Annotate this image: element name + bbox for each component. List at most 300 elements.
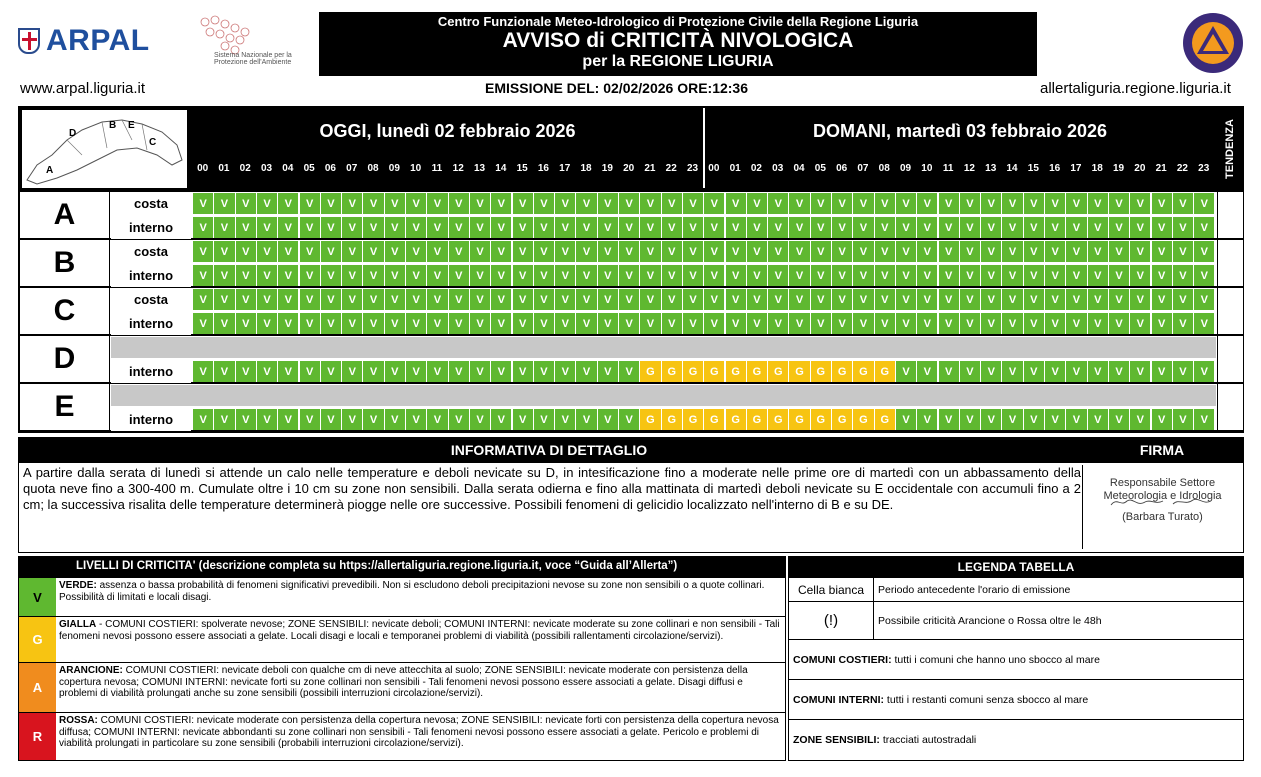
- criticity-cell: V: [1002, 265, 1022, 286]
- criticity-cell: G: [768, 361, 788, 382]
- criticity-cell: V: [1152, 409, 1172, 430]
- criticity-cell: V: [917, 265, 937, 286]
- criticity-cell: V: [598, 241, 618, 262]
- criticity-cell: V: [811, 265, 831, 286]
- criticity-cell: V: [576, 361, 596, 382]
- criticity-cell: V: [491, 289, 511, 310]
- criticity-cell: V: [321, 241, 341, 262]
- criticity-cell: G: [704, 361, 724, 382]
- emission-datetime: EMISSIONE DEL: 02/02/2026 ORE:12:36: [485, 80, 748, 96]
- criticity-cell: V: [300, 241, 320, 262]
- criticity-cell: V: [917, 313, 937, 334]
- hour-label: 04: [793, 163, 805, 174]
- map-label-a: A: [46, 165, 54, 176]
- criticity-cell: V: [683, 289, 703, 310]
- criticity-cell: V: [193, 265, 213, 286]
- criticity-cell: G: [726, 409, 746, 430]
- criticity-cell: V: [236, 361, 256, 382]
- criticity-cell: V: [981, 313, 1001, 334]
- criticity-cell: V: [768, 313, 788, 334]
- criticity-cell: V: [342, 193, 362, 214]
- criticity-cell: V: [789, 313, 809, 334]
- criticity-cell: V: [406, 409, 426, 430]
- criticity-cell: V: [385, 409, 405, 430]
- arpal-logo: [18, 25, 168, 57]
- criticity-cell: V: [811, 313, 831, 334]
- criticity-cell: V: [1088, 289, 1108, 310]
- criticity-cell: V: [1002, 361, 1022, 382]
- criticity-cell: V: [406, 313, 426, 334]
- criticity-cell: V: [981, 409, 1001, 430]
- criticity-cell: V: [1002, 241, 1022, 262]
- level-swatch: V: [19, 578, 56, 616]
- legend-key-sensibili: ZONE SENSIBILI:: [793, 734, 880, 746]
- criticity-cell: V: [576, 313, 596, 334]
- criticity-cell: V: [896, 217, 916, 238]
- criticity-cell: V: [875, 217, 895, 238]
- criticity-cell: V: [1130, 313, 1150, 334]
- criticity-cell: V: [640, 289, 660, 310]
- legend-val-white-cell: Periodo antecedente l'orario di emissione: [878, 583, 1071, 596]
- criticity-cell: V: [449, 409, 469, 430]
- criticity-cell: V: [342, 409, 362, 430]
- criticity-cell: V: [534, 265, 554, 286]
- tendenza-cell: [1217, 192, 1243, 238]
- criticity-cell: V: [960, 361, 980, 382]
- criticity-cell: V: [704, 241, 724, 262]
- criticity-cell: V: [875, 265, 895, 286]
- subzone-label: interno: [111, 264, 191, 287]
- criticity-cell: V: [1088, 409, 1108, 430]
- criticity-cell: V: [939, 313, 959, 334]
- criticity-cell: V: [662, 313, 682, 334]
- criticity-cell: V: [321, 193, 341, 214]
- info-header: [18, 437, 1244, 463]
- criticity-cell: G: [726, 361, 746, 382]
- header-title-box: [319, 12, 1037, 76]
- criticity-cell: V: [917, 217, 937, 238]
- criticity-cell: V: [470, 289, 490, 310]
- criticity-cell: V: [789, 265, 809, 286]
- criticity-cell: V: [300, 217, 320, 238]
- criticity-cell: V: [939, 361, 959, 382]
- criticity-cell: V: [236, 193, 256, 214]
- criticity-cell: V: [214, 217, 234, 238]
- criticity-cell: V: [1109, 313, 1129, 334]
- levels-title: LIVELLI DI CRITICITA' (descrizione completa su https://allertaliguria.regione.liguria.it, voce “Guida all’Allerta”): [76, 560, 678, 572]
- legend-header: [788, 556, 1244, 578]
- hour-label: 20: [1134, 163, 1146, 174]
- criticity-cell: V: [576, 409, 596, 430]
- criticity-cell: G: [853, 361, 873, 382]
- criticity-cell: V: [1194, 361, 1214, 382]
- criticity-cell: V: [534, 409, 554, 430]
- level-swatch: A: [19, 663, 56, 712]
- criticity-cell: V: [1173, 313, 1193, 334]
- criticity-cell: V: [534, 361, 554, 382]
- criticity-cell: V: [960, 265, 980, 286]
- criticity-cell: V: [683, 241, 703, 262]
- zone-letter-a: A: [20, 192, 110, 238]
- hour-label: 19: [1112, 163, 1125, 174]
- criticity-cell: V: [619, 313, 639, 334]
- criticity-cell: V: [662, 289, 682, 310]
- criticity-cell: V: [363, 193, 383, 214]
- criticity-cell: V: [300, 313, 320, 334]
- criticity-cell: V: [363, 361, 383, 382]
- criticity-cell: V: [1024, 241, 1044, 262]
- criticity-cell: V: [491, 409, 511, 430]
- criticity-cell: V: [1109, 289, 1129, 310]
- criticity-cell: V: [342, 265, 362, 286]
- hour-label: 13: [985, 163, 997, 174]
- criticity-cell: V: [427, 313, 447, 334]
- criticity-cell: V: [321, 265, 341, 286]
- criticity-cell: V: [513, 313, 533, 334]
- criticity-cell: V: [917, 193, 937, 214]
- allerta-website-link[interactable]: allertaliguria.regione.liguria.it: [1040, 80, 1231, 97]
- legend-row-exclamation: [788, 602, 1244, 640]
- criticity-cell: G: [704, 409, 724, 430]
- firma-title: FIRMA: [1139, 442, 1185, 458]
- criticity-cell: V: [1045, 241, 1065, 262]
- subzone-label: costa: [111, 192, 191, 215]
- hour-label: 09: [388, 163, 400, 174]
- level-description: [59, 665, 781, 700]
- criticity-cell: V: [832, 289, 852, 310]
- criticity-cell: V: [1066, 409, 1086, 430]
- criticity-cell: V: [1152, 313, 1172, 334]
- level-name: ROSSA:: [59, 715, 98, 726]
- hour-label: 08: [367, 163, 379, 174]
- level-desc-text: COMUNI COSTIERI: nevicate moderate con persistenza della copertura nevosa; ZONE SENSIBILI: nevicate forti con persistenza della copertura nevosa diffusa; COMUNI INTERNI: nevicate abbondanti su zone collinari non sensibili - Tali fenomeni nevosi possono essere associati a gelate. Pericolo e problemi di viabilità prolungati in particolare su zone sensibili (probabili interruzioni circolazione/servizi).: [59, 715, 779, 749]
- criticity-cell: V: [1109, 409, 1129, 430]
- criticity-cell: V: [385, 241, 405, 262]
- criticity-cell: V: [1194, 241, 1214, 262]
- hour-label: 17: [559, 163, 571, 174]
- hour-label: 10: [921, 163, 933, 174]
- hour-label: 23: [686, 163, 699, 174]
- snpa-logo-text: Sistema Nazionale per la Protezione dell'Ambiente: [214, 52, 292, 66]
- level-row-g: [18, 617, 786, 663]
- hour-label: 10: [410, 163, 422, 174]
- criticity-cell: G: [747, 361, 767, 382]
- criticity-cell: V: [257, 313, 277, 334]
- criticity-cell: V: [619, 193, 639, 214]
- criticity-cell: V: [939, 409, 959, 430]
- criticity-cell: V: [321, 313, 341, 334]
- criticity-cell: V: [726, 265, 746, 286]
- criticity-cell: V: [300, 193, 320, 214]
- criticity-cell: V: [853, 265, 873, 286]
- criticity-cell: V: [193, 193, 213, 214]
- zone-letter-d: D: [20, 336, 110, 382]
- criticity-cell: V: [1066, 313, 1086, 334]
- criticity-cell: G: [832, 409, 852, 430]
- criticity-cell: V: [1173, 289, 1193, 310]
- legend-val-interni: tutti i restanti comuni senza sbocco al mare: [884, 693, 1089, 706]
- criticity-cell: V: [662, 193, 682, 214]
- criticity-cell: V: [300, 289, 320, 310]
- firma-role2: Meteorologia e Idrologia: [1103, 490, 1222, 502]
- hour-label: 00: [197, 163, 209, 174]
- criticity-cell: V: [1173, 241, 1193, 262]
- criticity-cell: V: [427, 241, 447, 262]
- criticity-cell: V: [598, 409, 618, 430]
- criticity-cell: V: [747, 193, 767, 214]
- criticity-cell: G: [640, 409, 660, 430]
- criticity-cell: V: [449, 289, 469, 310]
- criticity-cell: V: [832, 217, 852, 238]
- hour-label: 20: [623, 163, 635, 174]
- criticity-cell: V: [598, 289, 618, 310]
- criticity-cell: V: [1066, 193, 1086, 214]
- criticity-cell: V: [300, 361, 320, 382]
- criticity-cell: V: [513, 241, 533, 262]
- criticity-cell: V: [1194, 409, 1214, 430]
- criticity-cell: V: [896, 289, 916, 310]
- criticity-cell: V: [257, 217, 277, 238]
- criticity-cell: V: [896, 241, 916, 262]
- criticity-cell: V: [257, 409, 277, 430]
- criticity-cell: V: [1173, 217, 1193, 238]
- criticity-cell: V: [470, 217, 490, 238]
- criticity-cell: V: [534, 289, 554, 310]
- criticity-cell: V: [406, 241, 426, 262]
- criticity-cell: V: [214, 193, 234, 214]
- criticity-cell: V: [917, 241, 937, 262]
- level-name: VERDE:: [59, 580, 97, 591]
- criticity-cell: V: [1024, 217, 1044, 238]
- criticity-cell: V: [576, 265, 596, 286]
- criticity-cell: V: [342, 289, 362, 310]
- criticity-cell: V: [576, 217, 596, 238]
- level-swatch: R: [19, 713, 56, 760]
- criticity-cell: V: [300, 409, 320, 430]
- criticity-cell: V: [321, 217, 341, 238]
- subzone-label: interno: [111, 312, 191, 335]
- criticity-cell: V: [1130, 217, 1150, 238]
- criticity-cell: V: [683, 313, 703, 334]
- criticity-cell: V: [960, 193, 980, 214]
- criticity-cell: V: [300, 265, 320, 286]
- criticity-cell: V: [726, 289, 746, 310]
- info-body: [18, 463, 1244, 553]
- criticity-cell: V: [704, 193, 724, 214]
- criticity-cell: V: [981, 241, 1001, 262]
- criticity-cell: V: [214, 409, 234, 430]
- criticity-cell: V: [236, 289, 256, 310]
- criticity-cell: V: [1045, 265, 1065, 286]
- zones-map: [20, 108, 189, 190]
- criticity-cell: V: [363, 265, 383, 286]
- criticity-cell: V: [1152, 361, 1172, 382]
- criticity-cell: V: [427, 217, 447, 238]
- hour-label: 22: [1176, 163, 1188, 174]
- tendenza-cell: [1217, 288, 1243, 334]
- criticity-cell: V: [640, 193, 660, 214]
- criticity-cell: V: [1002, 217, 1022, 238]
- hour-label: 00: [708, 163, 720, 174]
- criticity-cell: V: [427, 265, 447, 286]
- legend-key-white-cell: Cella bianca: [789, 578, 874, 601]
- criticity-cell: V: [491, 361, 511, 382]
- hour-label: 02: [239, 163, 251, 174]
- criticity-cell: V: [768, 289, 788, 310]
- criticity-cell: V: [406, 361, 426, 382]
- criticity-cell: V: [1130, 241, 1150, 262]
- signature-box: [1082, 465, 1242, 549]
- hour-label: 16: [537, 163, 549, 174]
- criticity-cell: G: [789, 361, 809, 382]
- hour-label: 06: [324, 163, 336, 174]
- criticity-cell: V: [555, 361, 575, 382]
- hour-label: 01: [729, 163, 741, 174]
- criticity-cell: V: [832, 241, 852, 262]
- level-desc-text: - COMUNI COSTIERI: spolverate nevose; ZONE SENSIBILI: nevicate deboli; COMUNI INTERNI: nevicate moderate su zone collinari e non sensibili - Tali fenomeni nevosi possono essere associati a gelate. Locali disagi e locali e temporanei problemi di viabilità (possibili rallentamenti circolazione/servizi).: [59, 619, 780, 642]
- tendenza-label: TENDENZA: [1224, 119, 1237, 179]
- criticity-cell: G: [789, 409, 809, 430]
- criticity-cell: V: [1066, 361, 1086, 382]
- criticity-cell: V: [193, 217, 213, 238]
- legend-row-costieri: [788, 640, 1244, 680]
- hour-label: 07: [857, 163, 869, 174]
- criticity-cell: V: [981, 265, 1001, 286]
- criticity-cell: V: [1109, 217, 1129, 238]
- criticity-cell: V: [1045, 409, 1065, 430]
- criticity-cell: V: [598, 265, 618, 286]
- level-row-r: [18, 713, 786, 761]
- criticity-cell: V: [662, 265, 682, 286]
- criticity-cell: V: [619, 265, 639, 286]
- criticity-cell: V: [427, 289, 447, 310]
- criticity-cell: G: [640, 361, 660, 382]
- criticity-cell: V: [534, 217, 554, 238]
- arpal-website-link[interactable]: www.arpal.liguria.it: [20, 80, 146, 97]
- criticity-cell: V: [704, 289, 724, 310]
- criticity-cell: V: [598, 361, 618, 382]
- criticity-cell: V: [193, 313, 213, 334]
- criticity-cell: V: [1130, 289, 1150, 310]
- criticity-cell: V: [683, 217, 703, 238]
- criticity-cell: V: [491, 193, 511, 214]
- snpa-network-icon: [190, 12, 270, 57]
- criticity-cell: V: [726, 217, 746, 238]
- empty-band: [111, 337, 1216, 358]
- criticity-cell: V: [768, 193, 788, 214]
- criticity-cell: G: [811, 361, 831, 382]
- criticity-cell: V: [1024, 361, 1044, 382]
- criticity-cell: G: [683, 409, 703, 430]
- criticity-cell: V: [385, 289, 405, 310]
- firma-name: (Barbara Turato): [1122, 511, 1203, 523]
- hour-label: 09: [899, 163, 912, 174]
- hour-label: 14: [495, 163, 507, 174]
- criticity-cell: V: [278, 313, 298, 334]
- criticity-cell: G: [875, 409, 895, 430]
- criticity-cell: V: [832, 265, 852, 286]
- hour-label: 18: [580, 163, 592, 174]
- criticity-cell: V: [1088, 193, 1108, 214]
- criticity-cell: V: [1194, 265, 1214, 286]
- criticity-cell: V: [257, 289, 277, 310]
- criticity-cell: V: [789, 193, 809, 214]
- hour-label: 02: [750, 163, 762, 174]
- criticity-cell: V: [747, 217, 767, 238]
- tendenza-cell: [1217, 336, 1243, 382]
- hour-label: 12: [963, 163, 975, 174]
- criticity-cell: V: [917, 361, 937, 382]
- subzone-label: costa: [111, 240, 191, 263]
- criticity-cell: V: [513, 217, 533, 238]
- criticity-cell: V: [278, 361, 298, 382]
- tendenza-cell: [1217, 240, 1243, 286]
- criticity-cell: V: [491, 217, 511, 238]
- criticity-cell: V: [470, 265, 490, 286]
- criticity-cell: V: [491, 313, 511, 334]
- criticity-cell: V: [236, 313, 256, 334]
- level-desc-text: COMUNI COSTIERI: nevicate deboli con qualche cm di neve attecchita al suolo; ZONE SENSIBILI: nevicate moderate con persistenza della copertura nevosa; COMUNI INTERNI: nevicate forti su zone collinari non sensibili - Tali fenomeni nevosi possono essere associati a gelate. Disagi diffusi e problemi di viabilità prolungati anche su zone sensibili (possibili interruzioni circolazione/servizi).: [59, 665, 748, 699]
- criticity-cell: V: [193, 409, 213, 430]
- hour-label: 22: [665, 163, 677, 174]
- criticity-cell: V: [513, 265, 533, 286]
- legend-key-costieri: COMUNI COSTIERI:: [793, 653, 892, 666]
- criticity-cell: V: [513, 193, 533, 214]
- hour-label: 13: [473, 163, 486, 174]
- criticity-cell: V: [555, 241, 575, 262]
- criticity-cell: V: [257, 361, 277, 382]
- criticity-cell: V: [1130, 193, 1150, 214]
- criticity-cell: V: [960, 289, 980, 310]
- map-label-e: E: [128, 120, 135, 131]
- criticity-cell: V: [640, 217, 660, 238]
- criticity-cell: G: [747, 409, 767, 430]
- criticity-cell: V: [1152, 193, 1172, 214]
- criticity-cell: V: [789, 289, 809, 310]
- criticity-cell: V: [704, 217, 724, 238]
- criticity-cell: V: [427, 409, 447, 430]
- firma-role1: Responsabile Settore: [1109, 477, 1216, 489]
- level-description: [59, 715, 781, 750]
- criticity-cell: V: [214, 265, 234, 286]
- level-name: GIALLA: [59, 619, 97, 630]
- hour-label: 21: [1155, 163, 1167, 174]
- criticity-cell: V: [917, 289, 937, 310]
- criticity-cell: V: [449, 217, 469, 238]
- criticity-cell: V: [960, 241, 980, 262]
- criticity-cell: V: [853, 313, 873, 334]
- hour-label: 14: [1006, 163, 1018, 174]
- criticity-cell: V: [1130, 409, 1150, 430]
- criticity-cell: V: [811, 217, 831, 238]
- criticity-cell: V: [1088, 217, 1108, 238]
- criticity-cell: V: [1130, 361, 1150, 382]
- protezione-civile-icon: [1182, 12, 1244, 74]
- criticity-cell: V: [1088, 265, 1108, 286]
- criticity-cell: V: [278, 409, 298, 430]
- criticity-cell: V: [853, 217, 873, 238]
- criticity-cell: V: [1002, 193, 1022, 214]
- day-separator: [703, 108, 705, 188]
- criticity-cell: V: [1109, 361, 1129, 382]
- hour-label: 06: [836, 163, 848, 174]
- criticity-cell: V: [875, 313, 895, 334]
- criticity-cell: V: [1152, 241, 1172, 262]
- hour-label: 16: [1049, 163, 1061, 174]
- hour-label: 18: [1091, 163, 1103, 174]
- map-label-d: D: [69, 128, 77, 139]
- level-description: [59, 580, 781, 603]
